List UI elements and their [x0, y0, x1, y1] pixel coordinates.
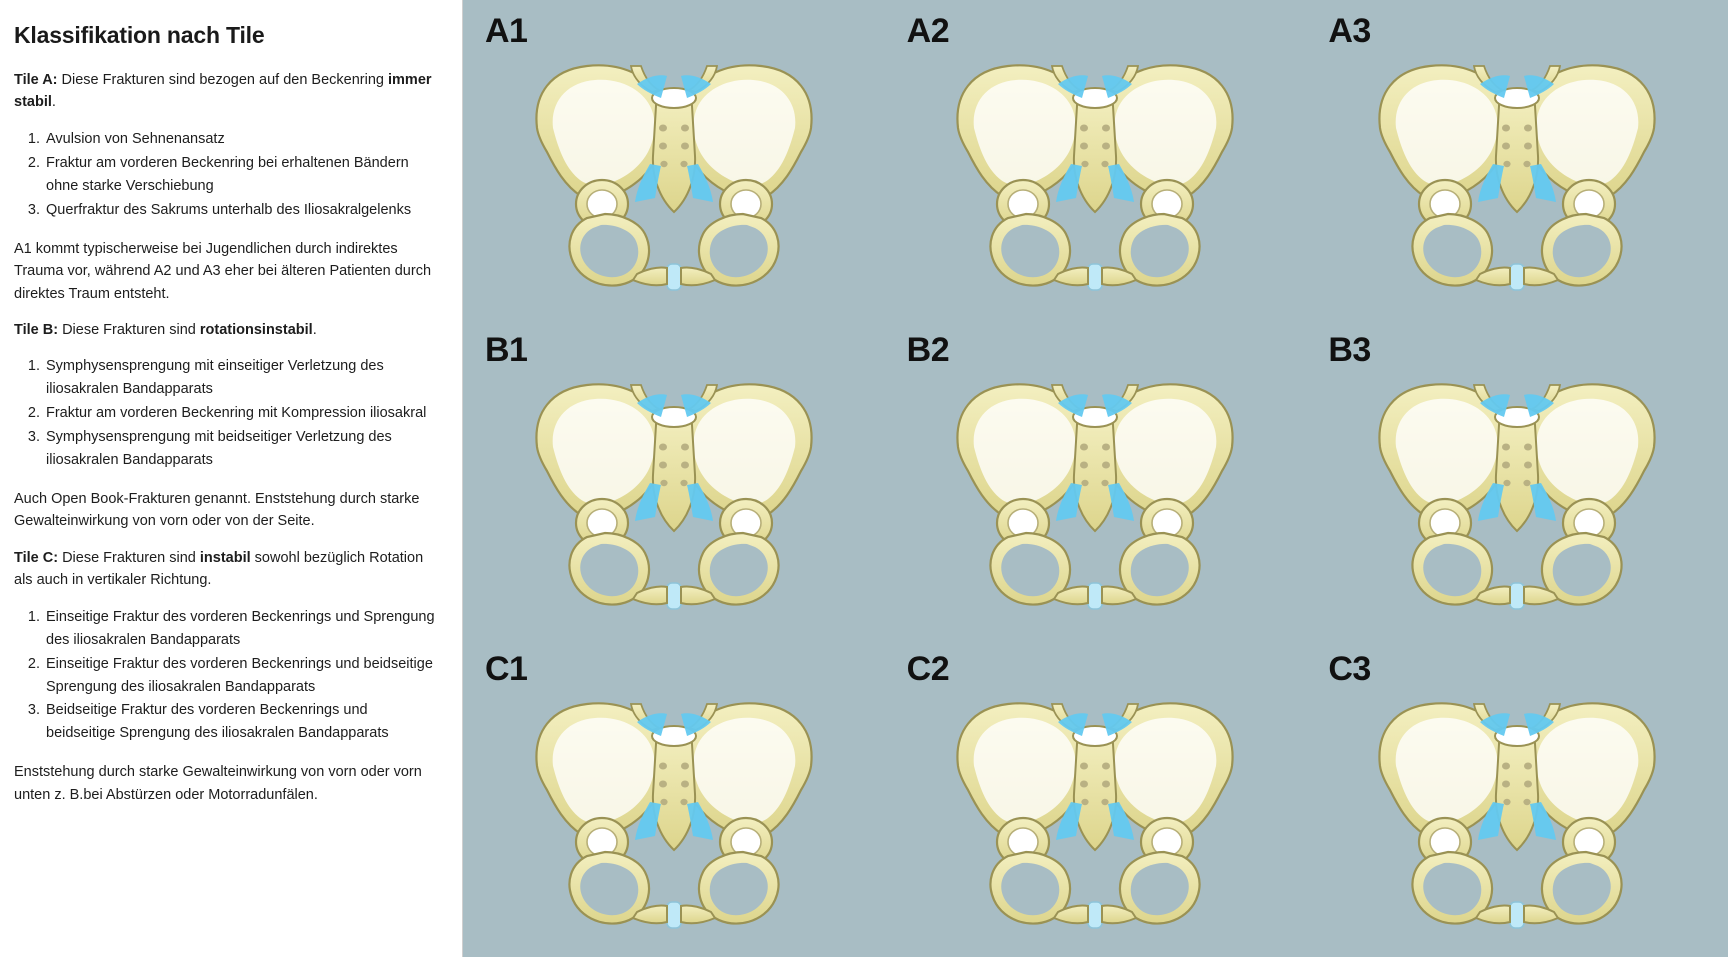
figure-label: A3 — [1328, 12, 1371, 50]
list-item: 2. Fraktur am vorderen Beckenring bei erhaltenen Bändern ohne starke Verschiebung — [44, 152, 440, 198]
figure-label: A2 — [906, 12, 950, 50]
pelvis-grid — [463, 0, 1728, 957]
pelvis-a3 — [1306, 22, 1728, 319]
pelvis-c2-cell — [885, 638, 1307, 957]
pelvis-a3-cell — [1306, 0, 1728, 319]
tile-b-lead-end: . — [312, 321, 317, 338]
list-item: 1. Symphysensprengung mit einseitiger Verletzung des iliosakralen Bandapparats — [44, 355, 440, 401]
list-item: 1. Avulsion von Sehnenansatz — [44, 128, 440, 151]
figure-label: C1 — [485, 650, 528, 688]
list-item: 3. Querfraktur des Sakrums unterhalb des Iliosakralgelenks — [44, 199, 440, 222]
pelvis-a1 — [463, 22, 885, 319]
tile-a-lead-text: Diese Frakturen sind bezogen auf den Beckenring — [57, 72, 388, 88]
pelvis-b3 — [1306, 341, 1728, 638]
tile-b-lead-emphasis: rotationsinstabil — [199, 321, 313, 338]
tile-a-label: Tile A: — [14, 72, 58, 88]
tile-a-note: A1 kommt typischerweise bei Jugendlichen durch indirektes Trauma vor, während A2 und A3 eher bei älteren Patienten durch direktes Traum entsteht. — [14, 240, 432, 302]
pelvis-b1-cell — [463, 319, 885, 638]
tile-b-note: Auch Open Book-Frakturen genannt. Enststehung durch starke Gewalteinwirkung von vorn oder von der Seite. — [14, 490, 420, 530]
list-item: 2. Fraktur am vorderen Beckenring mit Kompression iliosakral — [44, 402, 440, 425]
tile-a-lead — [14, 69, 440, 114]
pelvis-a2-cell — [885, 0, 1307, 319]
tile-a-list — [14, 128, 440, 222]
tile-c-lead-emphasis: instabil — [199, 549, 251, 566]
pelvis-figure-panel — [463, 0, 1728, 957]
tile-c-label: Tile C: — [14, 549, 59, 566]
pelvis-b2-cell — [885, 319, 1307, 638]
tile-b-list — [14, 355, 440, 472]
tile-b-lead-text: Diese Frakturen sind — [58, 321, 200, 338]
tile-c-list — [14, 606, 440, 745]
pelvis-b2 — [885, 341, 1307, 638]
tile-a-lead-emphasis: immer stabil — [14, 72, 432, 111]
tile-c-lead-text: Diese Frakturen sind — [58, 549, 200, 566]
tile-b-lead — [14, 319, 440, 341]
tile-c-lead-end: sowohl bezüglich Rotation als auch in vertikaler Richtung. — [14, 549, 424, 589]
pelvis-c1 — [463, 660, 885, 957]
pelvis-b1 — [463, 341, 885, 638]
figure-label: C3 — [1328, 650, 1371, 688]
tile-c-lead — [14, 547, 440, 592]
figure-label: A1 — [485, 12, 528, 50]
list-item: 3. Beidseitige Fraktur des vorderen Beckenrings und beidseitige Sprengung des iliosakralen Bandapparats — [44, 699, 440, 745]
pelvis-c3 — [1306, 660, 1728, 957]
figure-label: B1 — [485, 331, 528, 369]
list-item: 3. Symphysensprengung mit beidseitiger Verletzung des iliosakralen Bandapparats — [44, 426, 440, 472]
tile-c-note: Enststehung durch starke Gewalteinwirkung von vorn oder vorn unten z. B.bei Abstürzen oder Motorradunfälen. — [14, 764, 422, 803]
pelvis-c3-cell — [1306, 638, 1728, 957]
tile-b-label: Tile B: — [14, 321, 59, 338]
pelvis-c2 — [885, 660, 1307, 957]
page-title: Klassifikation nach Tile — [14, 22, 265, 48]
pelvis-a2 — [885, 22, 1307, 319]
pelvis-c1-cell — [463, 638, 885, 957]
pelvis-a1-cell — [463, 0, 885, 319]
figure-label: C2 — [906, 650, 950, 688]
classification-text-panel — [0, 0, 463, 957]
list-item: 2. Einseitige Fraktur des vorderen Beckenrings und beidseitige Sprengung des iliosakralen Bandapparats — [44, 653, 440, 699]
tile-a-lead-end: . — [51, 94, 56, 111]
pelvis-b3-cell — [1306, 319, 1728, 638]
figure-label: B2 — [906, 331, 950, 369]
figure-label: B3 — [1328, 331, 1371, 369]
list-item: 1. Einseitige Fraktur des vorderen Beckenrings und Sprengung des iliosakralen Bandapparats — [44, 606, 440, 652]
